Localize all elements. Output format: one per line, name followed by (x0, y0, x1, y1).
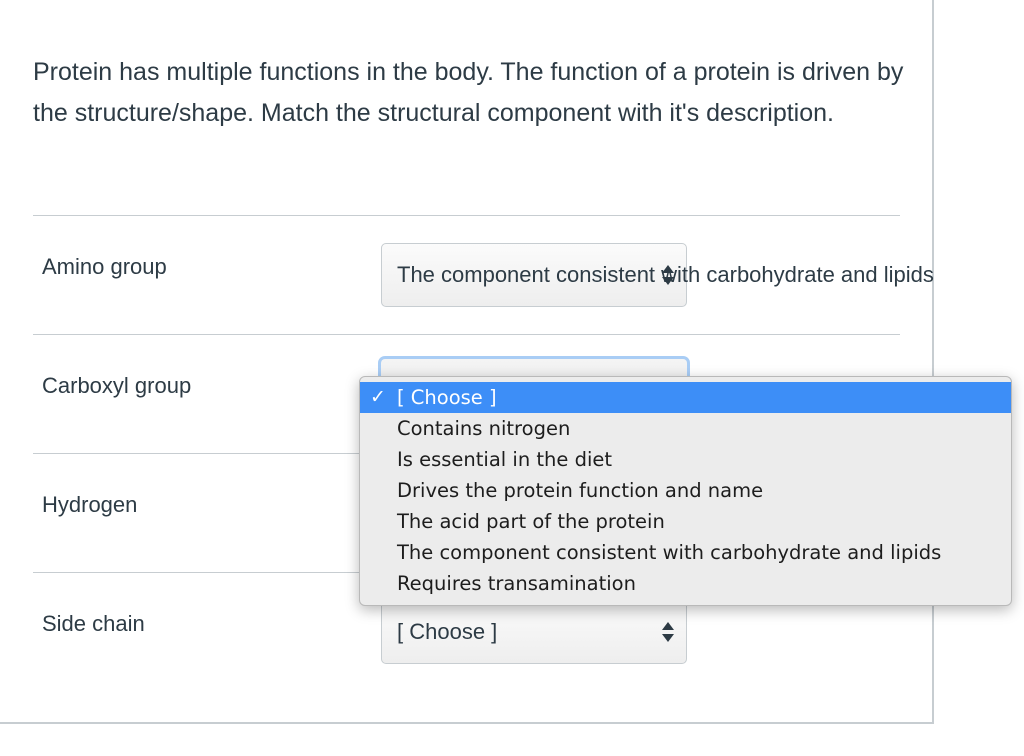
dropdown-option-acid-part[interactable] (360, 506, 1011, 537)
select-arrows-icon (662, 265, 674, 287)
option-label: The acid part of the protein (397, 510, 665, 533)
divider (33, 334, 900, 335)
row-label-side-chain: Side chain (42, 611, 145, 636)
row-label-hydrogen: Hydrogen (42, 492, 138, 517)
question-text: Protein has multiple functions in the body. The function of a protein is driven by the structure/shape. Match the structural component with it's description. (33, 58, 904, 127)
select-value: [ Choose ] (397, 619, 498, 644)
row-label-amino-group: Amino group (42, 254, 167, 279)
option-label: [ Choose ] (397, 386, 497, 409)
dropdown-menu (359, 376, 1012, 606)
side-chain-select[interactable] (381, 600, 687, 664)
dropdown-option-essential-in-diet[interactable] (360, 444, 1011, 475)
divider (33, 215, 900, 216)
option-label: The component consistent with carbohydrate and lipids (397, 541, 942, 564)
option-label: Is essential in the diet (397, 448, 613, 471)
select-arrows-icon (662, 622, 674, 644)
dropdown-option-contains-nitrogen[interactable] (360, 413, 1011, 444)
option-label: Drives the protein function and name (397, 479, 764, 502)
checkmark-icon: ✓ (370, 386, 386, 408)
option-label: Contains nitrogen (397, 417, 571, 440)
row-label-carboxyl-group: Carboxyl group (42, 373, 192, 398)
select-value: The component consistent with carbohydrate and lipids (397, 262, 934, 287)
dropdown-option-choose[interactable] (360, 382, 1011, 413)
amino-group-select[interactable] (381, 243, 934, 307)
dropdown-option-carbohydrate-lipids[interactable] (360, 537, 1011, 568)
option-label: Requires transamination (397, 572, 636, 595)
dropdown-option-drives-function[interactable] (360, 475, 1011, 506)
dropdown-option-transamination[interactable] (360, 568, 1011, 599)
